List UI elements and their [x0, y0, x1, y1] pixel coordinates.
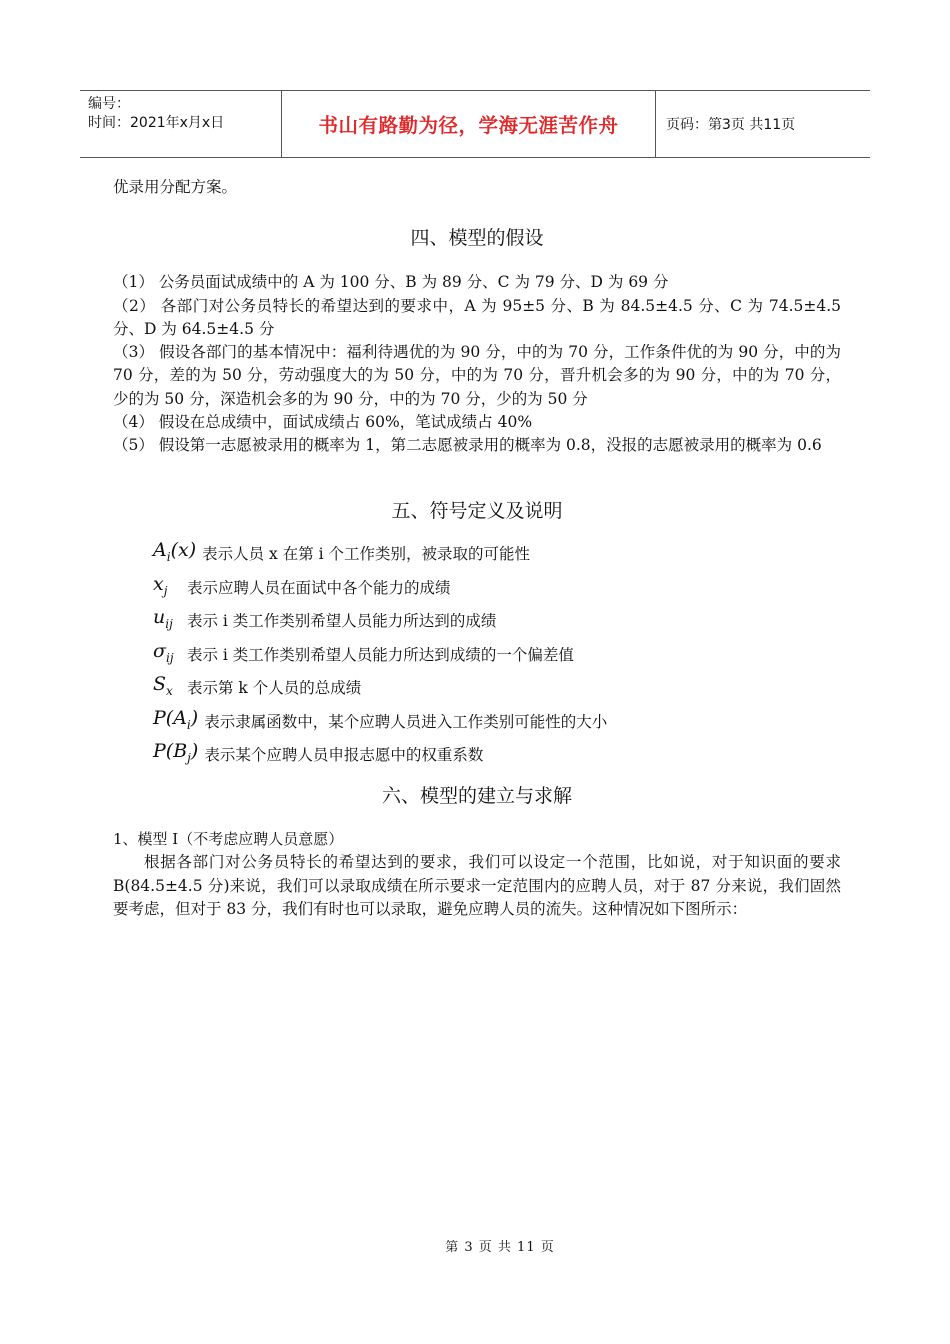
symbol-description: 表示隶属函数中，某个应聘人员进入工作类别可能性的大小: [204, 712, 608, 731]
symbol-formula: $x_j$: [153, 572, 168, 598]
section6-title: 六、模型的建立与求解: [381, 785, 572, 808]
symbol-formula: $u_{ij}$: [153, 606, 173, 632]
header-page-code: 页码：第3页 共11页: [666, 117, 796, 133]
symbol-description: 表示应聘人员在面试中各个能力的成绩: [187, 578, 451, 597]
assumption-3: （3） 假设各部门的基本情况中：福利待遇优的为 90 分，中的为 70 分，工作条件优的为 90 分，中的为 70 分，差的为 50 分，劳动强度大的为 50 分，中的为 70 分，晋升机会多的为 90 分，中的为 70 分，少的为 50 分，深造机会多的为 90 分，中的为 70 分，少的为 50 分: [113, 343, 841, 408]
assumption-list: [113, 271, 841, 457]
header-meta: [80, 91, 282, 157]
section5-title: 五、符号定义及说明: [391, 499, 563, 522]
symbol-description: 表示 i 类工作类别希望人员能力所达到的成绩: [187, 612, 497, 631]
symbol-description: 表示 i 类工作类别希望人员能力所达到成绩的一个偏差值: [187, 645, 574, 664]
symbol-row: [153, 598, 841, 632]
assumption-4: （4） 假设在总成绩中，面试成绩占 60%，笔试成绩占 40%: [113, 413, 533, 432]
model-title: 1、模型 I（不考虑应聘人员意愿）: [113, 830, 344, 849]
page-footer: 第 3 页 共 11 页: [445, 1240, 555, 1255]
symbol-list: [113, 531, 841, 766]
symbol-formula: $A_i(x)$: [153, 539, 197, 565]
symbol-row: [153, 631, 841, 665]
symbol-formula: $\sigma_{ij}$: [153, 639, 174, 665]
symbol-formula: $S_x$: [153, 673, 173, 699]
page-header: [80, 90, 870, 158]
symbol-formula: $P(B_j)$: [153, 740, 199, 766]
symbol-description: 表示人员 x 在第 i 个工作类别，被录取的可能性: [202, 545, 531, 564]
time-label: 时间：2021年x月x日: [88, 115, 225, 131]
symbol-row: [153, 564, 841, 598]
symbol-formula: $P(A_i)$: [153, 706, 199, 732]
assumption-1: （1） 公务员面试成绩中的 A 为 100 分、B 为 89 分、C 为 79 分、D 为 69 分: [113, 273, 669, 292]
section4-title: 四、模型的假设: [410, 227, 544, 250]
document-body: [113, 176, 841, 921]
symbol-row: [153, 665, 841, 699]
number-label: 编号：: [88, 96, 130, 112]
symbol-row: [153, 732, 841, 766]
symbol-row: [153, 531, 841, 565]
symbol-row: [153, 698, 841, 732]
assumption-2: （2） 各部门对公务员特长的希望达到的要求中，A 为 95±5 分、B 为 84.5±4.5 分、C 为 74.5±4.5 分、D 为 64.5±4.5 分: [113, 296, 841, 338]
intro-tail: 优录用分配方案。: [113, 178, 238, 196]
assumption-5: （5） 假设第一志愿被录用的概率为 1，第二志愿被录用的概率为 0.8，没报的志愿被录用的概率为 0.6: [113, 436, 822, 455]
model-paragraph: 根据各部门对公务员特长的希望达到的要求，我们可以设定一个范围，比如说，对于知识面的要求 B(84.5±4.5 分)来说，我们可以录取成绩在所示要求一定范围内的应聘人员，对于 87 分来说，我们固然要考虑，但对于 83 分，我们有时也可以录取，避免应聘人员的流失。这种情况如下图所示：: [113, 853, 841, 919]
symbol-description: 表示某个应聘人员申报志愿中的权重系数: [204, 746, 484, 765]
symbol-description: 表示第 k 个人员的总成绩: [187, 679, 362, 698]
header-motto: 书山有路勤为径，学海无涯苦作舟: [282, 91, 656, 157]
